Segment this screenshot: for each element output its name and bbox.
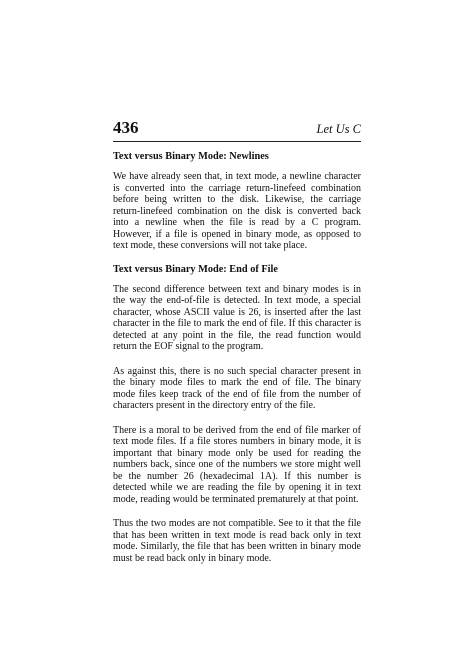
page-body [113,150,361,577]
paragraph: We have already seen that, in text mode, a newline character is converted into the carriage return-linefeed combination before being written to the disk. Likewise, the carriage return-linefeed combination on the disk is converted back into a newline when the file is read by a C program. However, if a file is opened in binary mode, as opposed to text mode, these conversions will not take place. [113,171,361,251]
paragraph: The second difference between text and binary modes is in the way the end-of-file is detected. In text mode, a special character, whose ASCII value is 26, is inserted after the last character in the file to mark the end of file. If this character is detected at any point in the file, the read function would return the EOF signal to the program. [113,283,361,352]
paragraph: There is a moral to be derived from the end of file marker of text mode files. If a file stores numbers in binary mode, it is important that binary mode only be used for reading the numbers back, since one of the numbers we store might well be the number 26 (hexadecimal 1A). If this number is detected while we are reading the file by opening it in text mode, reading would be terminated prematurely at that point. [113,424,361,505]
page-number: 436 [113,118,139,137]
paragraph: As against this, there is no such special character present in the binary mode files to mark the end of file. The binary mode files keep track of the end of file from the number of characters present in the directory entry of the file. [113,365,361,411]
running-title: Let Us C [316,122,361,136]
header-rule [113,141,361,142]
page-header [113,118,361,140]
paragraph: Thus the two modes are not compatible. See to it that the file that has been written in text mode is read back only in text mode. Similarly, the file that has been written in binary mode must be read back only in binary mode. [113,518,361,564]
section-heading-newlines: Text versus Binary Mode: Newlines [113,151,269,162]
section-heading-end-of-file: Text versus Binary Mode: End of File [113,263,278,275]
